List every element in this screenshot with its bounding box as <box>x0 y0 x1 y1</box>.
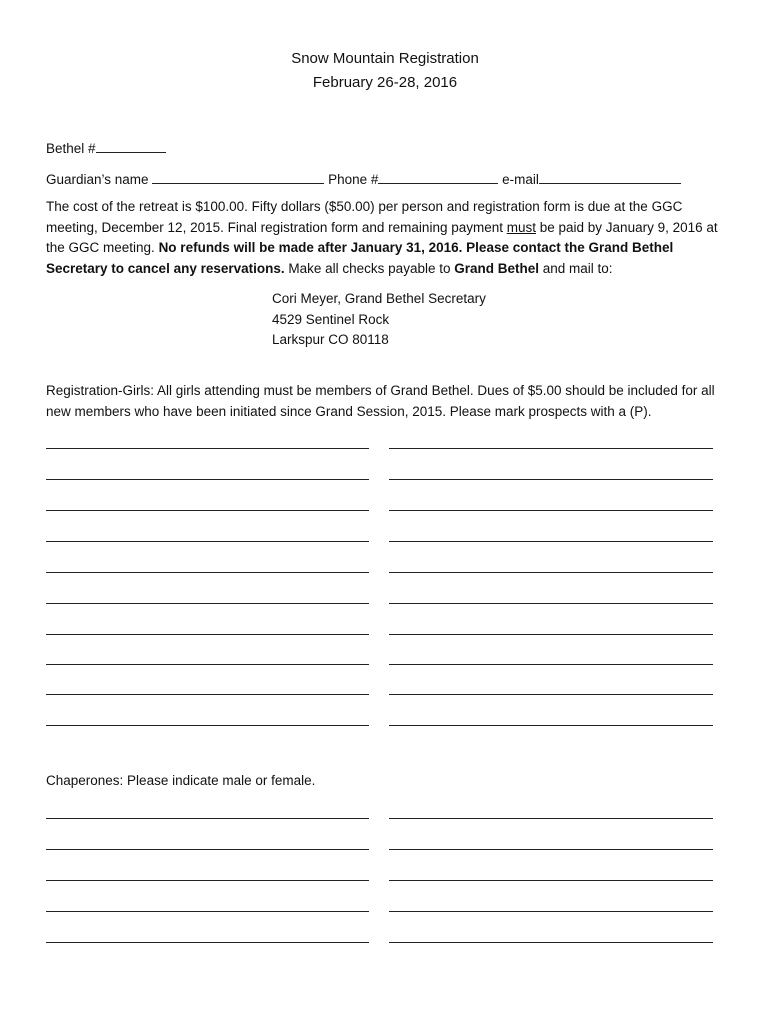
girl-entry-line[interactable] <box>389 603 713 604</box>
bethel-row <box>46 138 166 156</box>
chaperone-entry-line[interactable] <box>389 880 713 881</box>
form-title: Snow Mountain Registration <box>291 50 479 67</box>
girl-entry-line[interactable] <box>46 479 369 480</box>
chaperone-entry-line[interactable] <box>46 849 369 850</box>
chaperone-entry-line[interactable] <box>389 849 713 850</box>
girl-entry-line[interactable] <box>46 603 369 604</box>
girl-entry-line[interactable] <box>389 634 713 635</box>
contact-row <box>46 169 681 187</box>
must-emphasis: must <box>506 219 536 235</box>
girls-registration-text: Registration-Girls: All girls attending must be members of Grand Bethel. Dues of $5.00 should be included for all new members who have been initiated since Grand Session, 2015. Please mark prospects with a (P). <box>46 383 715 419</box>
chaperone-entry-line[interactable] <box>46 880 369 881</box>
girl-entry-line[interactable] <box>389 694 713 695</box>
guardian-name-field[interactable] <box>152 169 324 184</box>
phone-field[interactable] <box>378 169 498 184</box>
address-line-2: 4529 Sentinel Rock <box>272 311 390 327</box>
girl-entry-line[interactable] <box>46 634 369 635</box>
cost-text-2: be paid by January 9, 2016 at the GGC meeting. <box>46 219 718 256</box>
girl-entry-line[interactable] <box>46 541 369 542</box>
chaperone-entry-line[interactable] <box>389 911 713 912</box>
cost-text-4: and mail to: <box>539 260 613 276</box>
guardian-label: Guardian’s name <box>46 172 149 187</box>
girl-entry-line[interactable] <box>389 572 713 573</box>
girl-entry-line[interactable] <box>46 725 369 726</box>
girl-entry-line[interactable] <box>389 510 713 511</box>
cost-paragraph <box>46 197 736 279</box>
girl-entry-line[interactable] <box>389 725 713 726</box>
email-field[interactable] <box>539 169 681 184</box>
payee-name: Grand Bethel <box>454 260 539 276</box>
girl-entry-line[interactable] <box>389 448 713 449</box>
chaperones-text: Chaperones: Please indicate male or female. <box>46 773 316 788</box>
chaperone-entry-line[interactable] <box>46 818 369 819</box>
chaperone-entry-line[interactable] <box>46 942 369 943</box>
girl-entry-line[interactable] <box>389 664 713 665</box>
girl-entry-line[interactable] <box>46 510 369 511</box>
chaperone-entry-line[interactable] <box>389 942 713 943</box>
address-line-3: Larkspur CO 80118 <box>272 332 389 348</box>
address-line-1: Cori Meyer, Grand Bethel Secretary <box>272 291 486 306</box>
refund-notice: No refunds will be made after January 31, 2016. Please contact the Grand Bethel Secretary to cancel any reservations. <box>46 240 674 276</box>
bethel-label: Bethel # <box>46 141 96 156</box>
girl-entry-line[interactable] <box>46 572 369 573</box>
girl-entry-line[interactable] <box>46 664 369 665</box>
cost-text-1: The cost of the retreat is $100.00. Fifty dollars ($50.00) per person and registration form is due at the GGC meeting, December 12, 2015. Final registration form and remaining payment <box>46 199 683 235</box>
chaperone-entry-line[interactable] <box>46 911 369 912</box>
email-label: e-mail <box>502 172 539 187</box>
girl-entry-line[interactable] <box>46 448 369 449</box>
bethel-number-field[interactable] <box>96 138 166 153</box>
phone-label: Phone # <box>328 172 379 187</box>
mailing-address <box>272 289 486 351</box>
cost-text-3: Make all checks payable to <box>284 260 455 276</box>
girl-entry-line[interactable] <box>46 694 369 695</box>
chaperone-entry-line[interactable] <box>389 818 713 819</box>
girl-entry-line[interactable] <box>389 479 713 480</box>
event-dates: February 26-28, 2016 <box>312 74 458 91</box>
girl-entry-line[interactable] <box>389 541 713 542</box>
